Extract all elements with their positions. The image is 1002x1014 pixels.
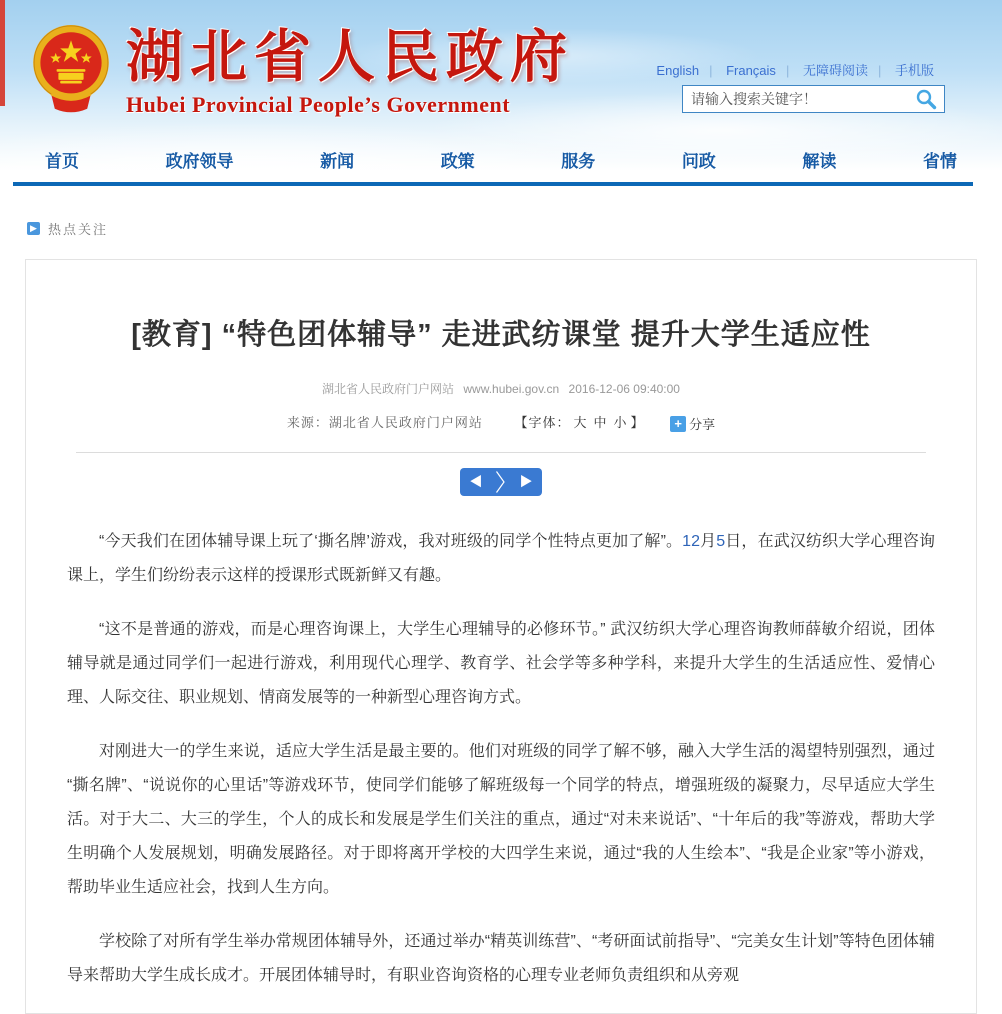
nav-item-inquiries[interactable]: 问政	[681, 152, 716, 171]
font-size-medium[interactable]: 中	[593, 415, 608, 430]
nav-item-province-info[interactable]: 省情	[922, 152, 957, 171]
search-input[interactable]	[683, 87, 908, 111]
link-accessibility[interactable]: 无障碍阅读	[802, 63, 868, 78]
article-byline	[66, 380, 936, 397]
font-size-selector: 【字体： 大 中 小 】	[514, 415, 645, 430]
paragraph-2: “这不是普通的游戏，而是心理咨询课上，大学生心理辅导的必修环节。” 武汉纺织大学心理咨询教师薛敏介绍说，团体辅导就是通过同学们一起进行游戏，利用现代心理学、教育学、社会学等多种学科，来提升大学生的生活适应性、爱情心理、人际交往、职业规划、情商发展等的一种新型心理咨询方式。	[67, 621, 935, 707]
article-source: 来源：湖北省人民政府门户网站	[286, 415, 483, 430]
nav-item-home[interactable]: 首页	[45, 152, 79, 171]
font-size-small[interactable]: 小	[613, 415, 628, 430]
nav-item-services[interactable]: 服务	[561, 152, 596, 171]
breadcrumb	[27, 219, 1002, 238]
date-number: 5	[716, 533, 726, 551]
site-logo[interactable]	[26, 20, 574, 120]
nav-item-news[interactable]: 新闻	[320, 152, 355, 171]
search-icon	[915, 88, 937, 110]
article-body	[66, 525, 936, 993]
share-label: 分享	[689, 417, 716, 433]
site-header	[0, 0, 1002, 186]
left-red-strip	[0, 0, 5, 106]
site-title-en: Hubei Provincial People’s Government	[126, 92, 511, 117]
byline-url: www.hubei.gov.cn	[463, 382, 560, 396]
paragraph-1: “今天我们在团体辅导课上玩了‘撕名牌’游戏，我对班级的同学个性特点更加了解”。12月5日，在武汉纺织大学心理咨询课上，学生们纷纷表示这样的授课形式既新鲜又有趣。	[67, 533, 935, 585]
language-links: English | Français | 无障碍阅读 | 手机版	[656, 63, 934, 78]
nav-item-policy[interactable]: 政策	[440, 152, 475, 171]
paragraph-3: 对刚进大一的学生来说，适应大学生活是最主要的。他们对班级的同学了解不够，融入大学生活的渴望特别强烈，通过“撕名牌”、“说说你的心里话”等游戏环节，使同学们能够了解班级每一个同学的特点，增强班级的凝聚力，尽早适应大学生活。对于大二、大三的学生，个人的成长和发展是学生们关注的重点，通过“对未来说话”、“十年后的我”等游戏，帮助大学生明确个人发展规划，明确发展路径。对于即将离开学校的大四学生来说，通过“我的人生绘本”、“我是企业家”等小游戏，帮助毕业生适应社会，找到人生方向。	[67, 743, 935, 897]
paragraph-4: 学校除了对所有学生举办常规团体辅导外，还通过举办“精英训练营”、“考研面试前指导”、“完美女生计划”等特色团体辅导来帮助大学生成长成才。开展团体辅导时，有职业咨询资格的心理专业老师负责组织和从旁观	[67, 933, 935, 985]
next-button[interactable]: ▶	[513, 468, 538, 496]
nav-underline	[13, 182, 973, 186]
prev-button[interactable]: ◀	[463, 468, 488, 496]
article-card	[25, 259, 977, 1014]
site-title-cn: 湖北省人民政府	[126, 26, 574, 89]
font-size-large[interactable]: 大	[573, 415, 588, 430]
image-pager	[460, 468, 542, 496]
site-title-block	[126, 20, 574, 118]
search-button[interactable]	[908, 86, 944, 112]
nav-item-interpretation[interactable]: 解读	[802, 152, 837, 171]
main-nav	[45, 147, 957, 172]
byline-site: 湖北省人民政府门户网站	[322, 382, 455, 396]
meta-divider	[76, 452, 926, 453]
nav-item-government-leaders[interactable]: 政府领导	[165, 152, 234, 171]
breadcrumb-label: 热点关注	[48, 222, 109, 237]
date-number: 12	[682, 533, 700, 551]
share-button[interactable]	[670, 414, 715, 433]
breadcrumb-arrow-icon: ▶	[27, 222, 40, 235]
link-francais[interactable]: Français	[726, 63, 776, 78]
pager-chevron-icon	[495, 470, 506, 494]
share-plus-icon: +	[670, 416, 686, 432]
article-meta-row	[66, 412, 936, 433]
search-box	[682, 85, 945, 113]
article-title: [教育] “特色团体辅导” 走进武纺课堂 提升大学生适应性	[131, 319, 871, 351]
link-mobile-version[interactable]: 手机版	[894, 63, 934, 78]
national-emblem-icon	[26, 20, 116, 120]
link-english[interactable]: English	[656, 63, 700, 78]
byline-datetime: 2016-12-06 09:40:00	[568, 382, 680, 396]
